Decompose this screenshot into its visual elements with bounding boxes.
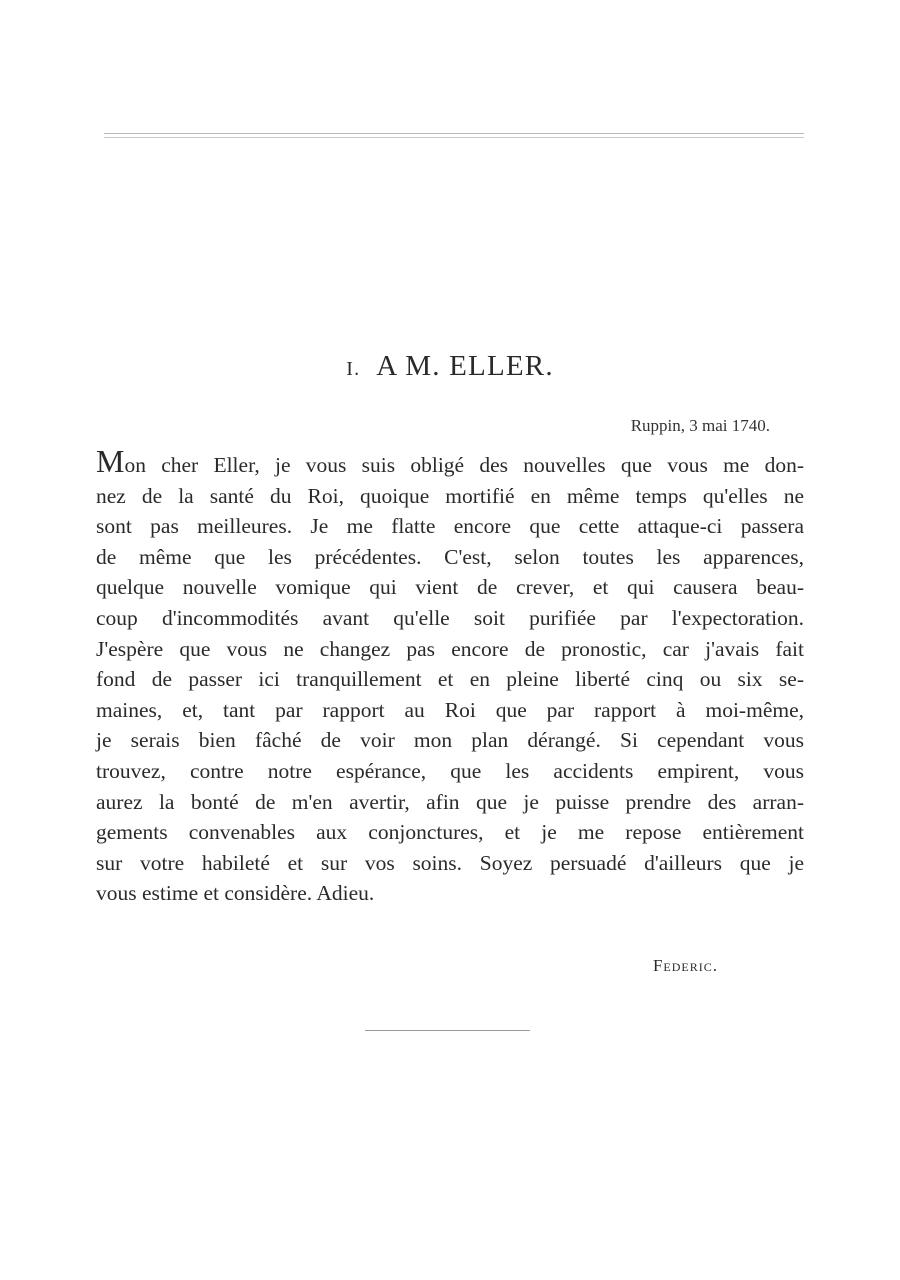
signature: Federic. xyxy=(652,956,718,975)
top-double-rule xyxy=(104,133,804,140)
body-line: quelque nouvelle vomique qui vient de crever, et qui causera beau- xyxy=(96,575,804,600)
letter-heading xyxy=(0,350,900,383)
body-line: sont pas meilleures. Je me flatte encore que cette attaque-ci passera xyxy=(96,514,804,539)
body-line-last: vous estime et considère. Adieu. xyxy=(96,881,375,906)
body-line: J'espère que vous ne changez pas encore de pronostic, car j'avais fait xyxy=(96,636,804,661)
body-line: sur votre habileté et sur vos soins. Soyez persuadé d'ailleurs que je xyxy=(96,850,804,875)
body-line: trouvez, contre notre espérance, que les accidents empirent, vous xyxy=(96,758,804,783)
dateline: Ruppin, 3 mai 1740. xyxy=(630,416,770,435)
body-line: gements convenables aux conjonctures, et je me repose entièrement xyxy=(96,820,804,845)
body-line: nez de la santé du Roi, quoique mortifié en même temps qu'elles ne xyxy=(96,483,804,508)
body-line xyxy=(96,443,804,481)
top-rule-line-2 xyxy=(104,137,804,138)
body-line: je serais bien fâché de voir mon plan dérangé. Si cependant vous xyxy=(96,728,804,753)
body-line: aurez la bonté de m'en avertir, afin que je puisse prendre des arran- xyxy=(96,789,804,814)
letter-body xyxy=(96,443,804,909)
body-line-text: on cher Eller, je vous suis obligé des nouvelles que vous me don- xyxy=(124,453,804,477)
body-line: maines, et, tant par rapport au Roi que par rapport à moi-même, xyxy=(96,697,804,722)
body-line: coup d'incommodités avant qu'elle soit purifiée par l'expectoration. xyxy=(96,605,804,630)
drop-initial: M xyxy=(96,443,125,479)
body-line: de même que les précédentes. C'est, selon toutes les apparences, xyxy=(96,544,804,569)
letter-recipient: A M. ELLER. xyxy=(376,350,554,382)
top-rule-line-1 xyxy=(104,133,804,134)
bottom-rule xyxy=(365,1030,530,1031)
body-line: fond de passer ici tranquillement et en pleine liberté cinq ou six se- xyxy=(96,667,804,692)
letter-number: I. xyxy=(346,358,361,380)
